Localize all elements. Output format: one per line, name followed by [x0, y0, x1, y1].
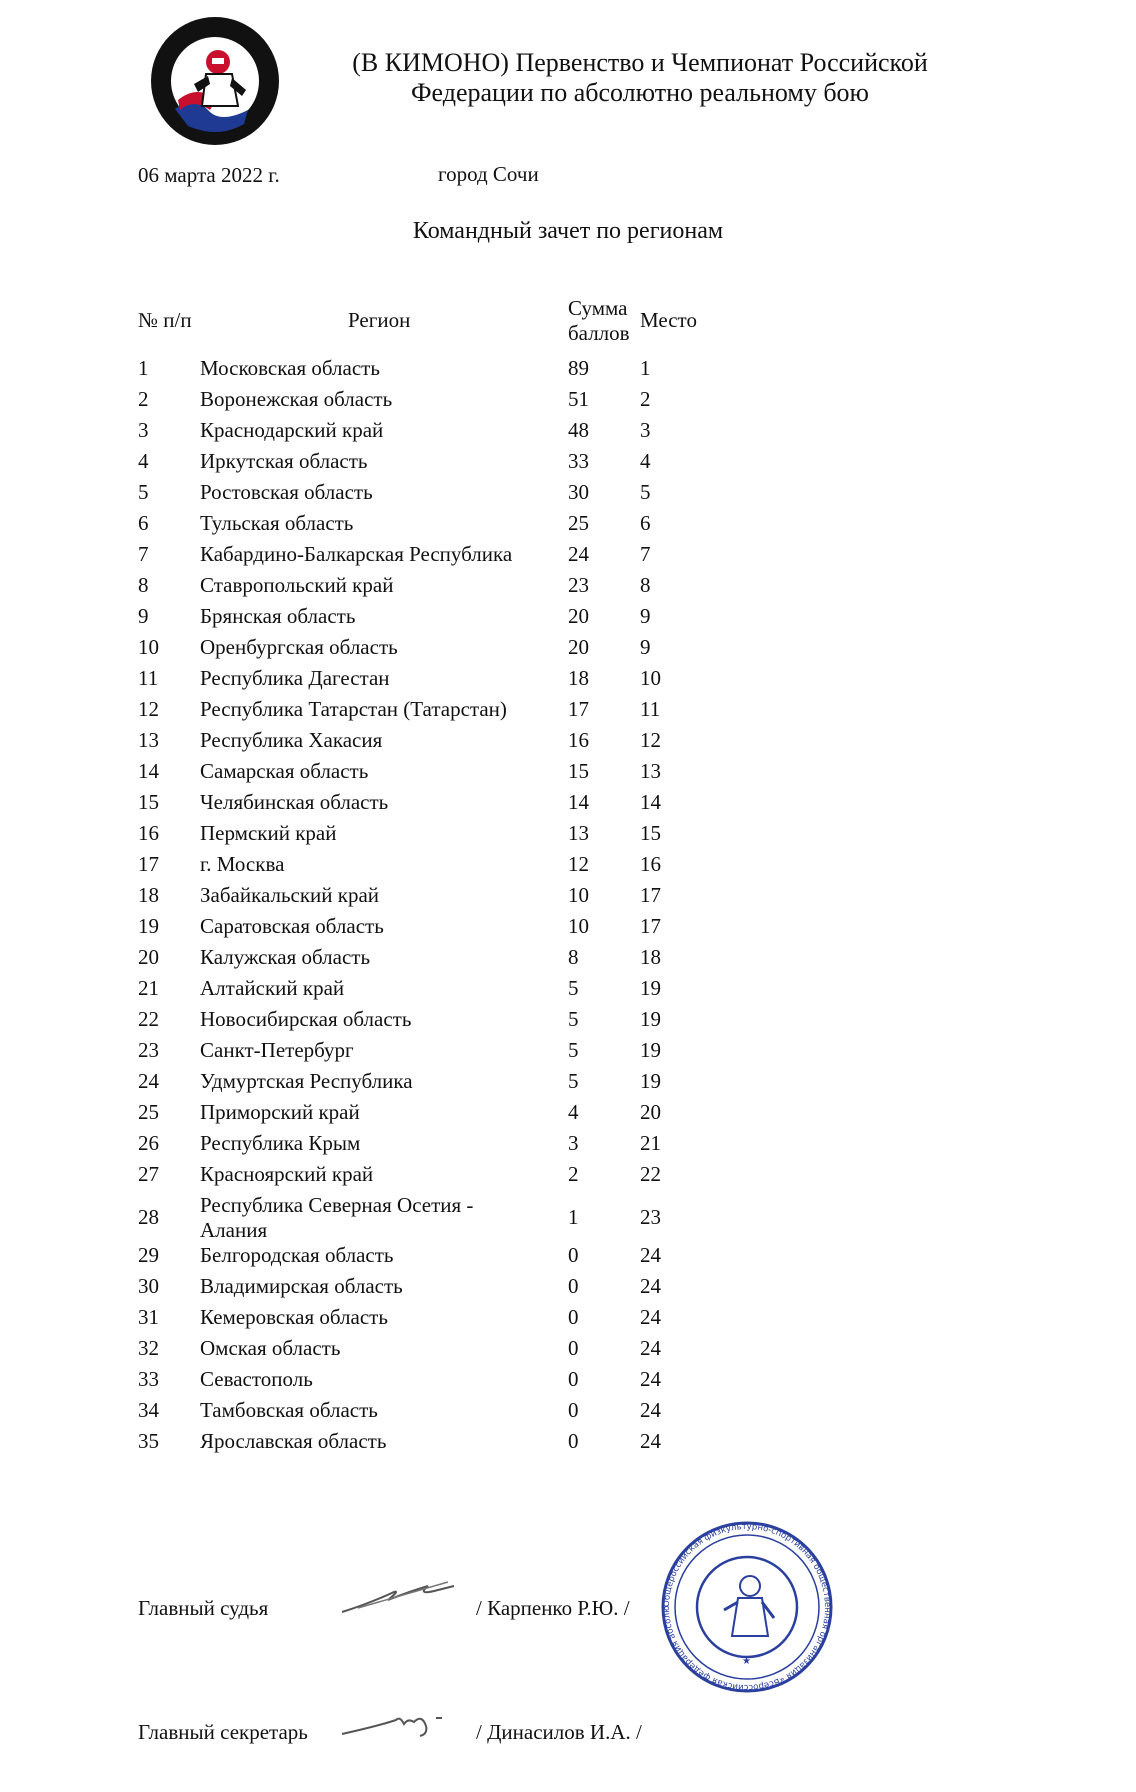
row-sum: 0 — [568, 1274, 579, 1298]
row-sum: 4 — [568, 1100, 579, 1124]
row-sum: 18 — [568, 666, 589, 690]
row-place: 19 — [640, 1069, 661, 1093]
row-number: 34 — [138, 1398, 159, 1422]
row-number: 23 — [138, 1038, 159, 1062]
row-sum: 89 — [568, 356, 589, 380]
row-region: Красноярский край — [200, 1162, 374, 1186]
row-region: Владимирская область — [200, 1274, 403, 1298]
row-number: 10 — [138, 635, 159, 659]
row-sum: 0 — [568, 1243, 579, 1267]
row-place: 4 — [640, 449, 651, 473]
chief-secretary-label: Главный секретарь — [138, 1720, 308, 1744]
event-date: 06 марта 2022 г. — [138, 163, 280, 187]
row-number: 13 — [138, 728, 159, 752]
chief-secretary-name: / Динасилов И.А. / — [476, 1720, 642, 1744]
row-number: 18 — [138, 883, 159, 907]
row-number: 5 — [138, 480, 149, 504]
title-line-1: (В КИМОНО) Первенство и Чемпионат Российской — [352, 48, 928, 77]
row-region: Забайкальский край — [200, 883, 380, 907]
row-place: 19 — [640, 1007, 661, 1031]
row-region: Республика Татарстан (Татарстан) — [200, 697, 507, 721]
title-line-2: Федерации по абсолютно реальному бою — [411, 78, 869, 107]
row-place: 14 — [640, 790, 661, 814]
row-sum: 0 — [568, 1367, 579, 1391]
row-sum: 12 — [568, 852, 589, 876]
row-number: 6 — [138, 511, 149, 535]
row-sum: 30 — [568, 480, 589, 504]
row-place: 18 — [640, 945, 661, 969]
row-region: Алтайский край — [200, 976, 345, 1000]
row-region: Краснодарский край — [200, 418, 384, 442]
row-number: 7 — [138, 542, 149, 566]
column-header-place: Место — [640, 308, 697, 332]
row-number: 12 — [138, 697, 159, 721]
row-place: 19 — [640, 976, 661, 1000]
federation-logo — [148, 14, 282, 148]
row-region: Кабардино-Балкарская Республика — [200, 542, 513, 566]
row-sum: 5 — [568, 1038, 579, 1062]
row-place: 3 — [640, 418, 651, 442]
event-city: город Сочи — [438, 162, 539, 186]
row-sum: 1 — [568, 1205, 579, 1229]
row-place: 12 — [640, 728, 661, 752]
row-number: 8 — [138, 573, 149, 597]
row-number: 20 — [138, 945, 159, 969]
row-place: 11 — [640, 697, 661, 721]
row-sum: 0 — [568, 1336, 579, 1360]
document-title — [300, 48, 980, 108]
column-header-number: № п/п — [138, 308, 192, 332]
row-sum: 10 — [568, 914, 589, 938]
chief-secretary-signature — [338, 1706, 458, 1740]
row-number: 4 — [138, 449, 149, 473]
row-number: 14 — [138, 759, 159, 783]
row-region: Челябинская область — [200, 790, 389, 814]
row-place: 6 — [640, 511, 651, 535]
row-sum: 3 — [568, 1131, 579, 1155]
row-place: 24 — [640, 1274, 661, 1298]
row-place: 17 — [640, 914, 661, 938]
row-sum: 5 — [568, 1069, 579, 1093]
row-place: 24 — [640, 1398, 661, 1422]
row-number: 35 — [138, 1429, 159, 1453]
row-region: Ярославская область — [200, 1429, 387, 1453]
row-sum: 0 — [568, 1398, 579, 1422]
row-place: 8 — [640, 573, 651, 597]
row-place: 22 — [640, 1162, 661, 1186]
row-number: 17 — [138, 852, 159, 876]
row-sum: 2 — [568, 1162, 579, 1186]
row-place: 24 — [640, 1429, 661, 1453]
row-region: Самарская область — [200, 759, 369, 783]
row-sum: 17 — [568, 697, 589, 721]
row-place: 24 — [640, 1367, 661, 1391]
row-place: 16 — [640, 852, 661, 876]
row-region: Ставропольский край — [200, 573, 394, 597]
row-region: Севастополь — [200, 1367, 313, 1391]
row-number: 24 — [138, 1069, 159, 1093]
row-number: 30 — [138, 1274, 159, 1298]
row-region: Омская область — [200, 1336, 341, 1360]
row-sum: 13 — [568, 821, 589, 845]
row-sum: 20 — [568, 635, 589, 659]
row-place: 9 — [640, 604, 651, 628]
row-place: 15 — [640, 821, 661, 845]
row-number: 3 — [138, 418, 149, 442]
table-subtitle: Командный зачет по регионам — [412, 218, 724, 244]
row-region: Новосибирская область — [200, 1007, 412, 1031]
row-place: 7 — [640, 542, 651, 566]
row-place: 21 — [640, 1131, 661, 1155]
chief-judge-label: Главный судья — [138, 1596, 269, 1620]
row-place: 1 — [640, 356, 651, 380]
row-sum: 25 — [568, 511, 589, 535]
row-number: 1 — [138, 356, 149, 380]
row-number: 21 — [138, 976, 159, 1000]
row-sum: 16 — [568, 728, 589, 752]
chief-judge-name: / Карпенко Р.Ю. / — [476, 1596, 630, 1620]
row-place: 17 — [640, 883, 661, 907]
row-number: 2 — [138, 387, 149, 411]
row-number: 32 — [138, 1336, 159, 1360]
row-place: 5 — [640, 480, 651, 504]
row-region: Иркутская область — [200, 449, 368, 473]
row-sum: 5 — [568, 1007, 579, 1031]
row-sum: 33 — [568, 449, 589, 473]
row-sum: 0 — [568, 1305, 579, 1329]
row-place: 20 — [640, 1100, 661, 1124]
row-number: 28 — [138, 1205, 159, 1229]
row-place: 24 — [640, 1243, 661, 1267]
row-place: 9 — [640, 635, 651, 659]
row-number: 15 — [138, 790, 159, 814]
row-region: Белгородская область — [200, 1243, 394, 1267]
row-region: Оренбургская область — [200, 635, 398, 659]
row-sum: 5 — [568, 976, 579, 1000]
column-header-region: Регион — [348, 308, 411, 332]
row-sum: 14 — [568, 790, 589, 814]
row-place: 19 — [640, 1038, 661, 1062]
row-region: Республика Дагестан — [200, 666, 390, 690]
row-sum: 0 — [568, 1429, 579, 1453]
chief-judge-signature — [338, 1578, 458, 1618]
row-region: Республика Хакасия — [200, 728, 383, 752]
row-region: Калужская область — [200, 945, 371, 969]
row-number: 9 — [138, 604, 149, 628]
row-region: г. Москва — [200, 852, 285, 876]
row-sum: 48 — [568, 418, 589, 442]
row-region: Московская область — [200, 356, 380, 380]
row-place: 2 — [640, 387, 651, 411]
row-sum: 8 — [568, 945, 579, 969]
row-number: 16 — [138, 821, 159, 845]
row-region: Тульская область — [200, 511, 354, 535]
row-place: 24 — [640, 1305, 661, 1329]
row-number: 29 — [138, 1243, 159, 1267]
row-place: 10 — [640, 666, 661, 690]
row-region: Удмуртская Республика — [200, 1069, 413, 1093]
row-region: Приморский край — [200, 1100, 360, 1124]
row-region: Тамбовская область — [200, 1398, 378, 1422]
row-sum: 10 — [568, 883, 589, 907]
row-sum: 23 — [568, 573, 589, 597]
row-place: 24 — [640, 1336, 661, 1360]
row-number: 33 — [138, 1367, 159, 1391]
row-region: Республика Северная Осетия - Алания — [200, 1193, 474, 1242]
row-number: 19 — [138, 914, 159, 938]
row-sum: 20 — [568, 604, 589, 628]
row-number: 22 — [138, 1007, 159, 1031]
row-region: Саратовская область — [200, 914, 384, 938]
row-region: Республика Крым — [200, 1131, 361, 1155]
row-number: 26 — [138, 1131, 159, 1155]
row-region: Пермский край — [200, 821, 337, 845]
row-sum: 51 — [568, 387, 589, 411]
row-region: Ростовская область — [200, 480, 373, 504]
row-place: 23 — [640, 1205, 661, 1229]
row-number: 27 — [138, 1162, 159, 1186]
row-region: Кемеровская область — [200, 1305, 388, 1329]
column-header-sum: Сумма баллов — [568, 296, 630, 345]
row-number: 31 — [138, 1305, 159, 1329]
official-stamp — [658, 1518, 836, 1696]
row-region: Воронежская область — [200, 387, 393, 411]
row-sum: 15 — [568, 759, 589, 783]
row-place: 13 — [640, 759, 661, 783]
stamp-text: Общероссийская физкультурно-спортивная общественная организация «Всероссийская федерация абсолю — [661, 1521, 833, 1693]
row-number: 11 — [138, 666, 159, 690]
svg-text:★: ★ — [742, 1656, 751, 1667]
row-region: Брянская область — [200, 604, 356, 628]
row-region: Санкт-Петербург — [200, 1038, 354, 1062]
row-number: 25 — [138, 1100, 159, 1124]
row-sum: 24 — [568, 542, 589, 566]
